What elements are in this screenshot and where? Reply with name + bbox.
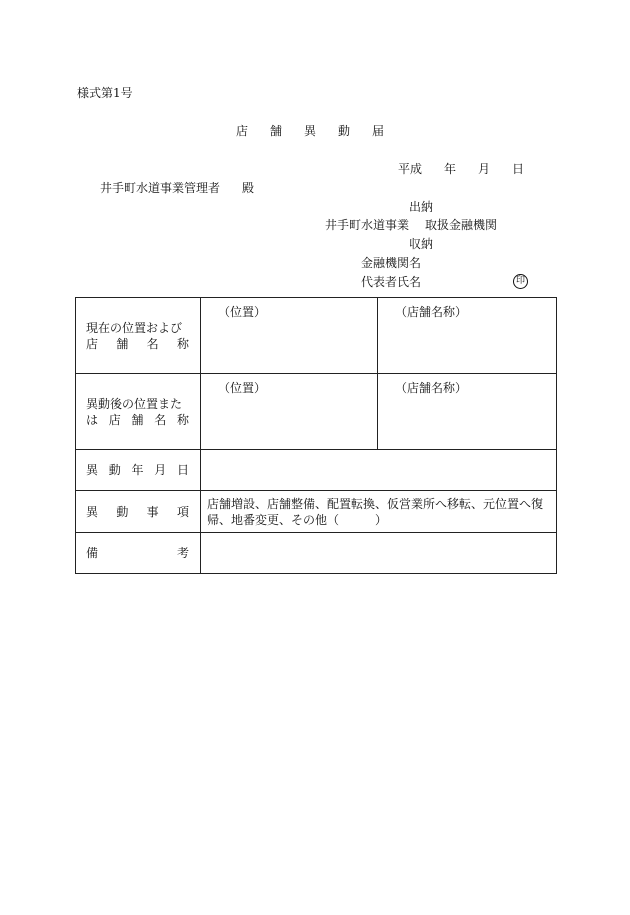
current-location-label <box>76 298 201 374</box>
after-label-line1: 異動後の位置また <box>86 396 183 411</box>
table-row-date <box>76 450 557 491</box>
after-label-line2 <box>86 412 189 428</box>
sender-line-org <box>325 218 497 232</box>
sender-org-role: 取扱金融機関 <box>425 218 498 232</box>
addressee-honorific: 殿 <box>242 181 255 195</box>
change-items-label <box>86 504 189 520</box>
sender-line-disbursement: 出納 <box>409 200 434 214</box>
date-month-label: 月 <box>478 162 491 176</box>
after-store-name-field[interactable] <box>378 374 557 450</box>
bank-name-label: 金融機関名 <box>361 256 422 270</box>
change-date-label <box>86 462 189 478</box>
change-date-label-cell <box>76 450 201 491</box>
label-char: 動 <box>116 504 129 519</box>
label-char: 称 <box>176 412 189 427</box>
remarks-label-cell <box>76 533 201 574</box>
change-items-options: 店舗増設、店舗整備、配置転換、仮営業所へ移転、元位置へ復帰、地番変更、その他（ ） <box>201 491 557 533</box>
form-number: 様式第1号 <box>77 86 133 100</box>
remarks-label <box>86 545 189 561</box>
table-row-remarks <box>76 533 557 574</box>
label-char: 店 <box>86 336 99 351</box>
addressee <box>100 181 254 195</box>
label-char: 項 <box>176 504 189 519</box>
label-char: 名 <box>154 412 167 427</box>
document-title: 店舗異動届 <box>236 124 407 138</box>
change-form-table <box>75 297 557 574</box>
label-char: 名 <box>146 336 159 351</box>
label-char: 異 <box>86 463 99 477</box>
label-char: 舗 <box>116 336 129 351</box>
label-char: 店 <box>108 412 121 427</box>
label-char: 備 <box>86 546 99 560</box>
table-row-items <box>76 491 557 533</box>
current-position-note: （位置） <box>218 305 267 319</box>
table-row-after <box>76 374 557 450</box>
label-char: は <box>86 412 99 427</box>
after-position-field[interactable] <box>201 374 378 450</box>
current-store-name-field[interactable] <box>378 298 557 374</box>
after-location-label <box>76 374 201 450</box>
label-char: 称 <box>176 336 189 351</box>
current-label-line2 <box>86 336 189 352</box>
label-char: 年 <box>131 463 144 477</box>
label-char: 事 <box>146 504 159 519</box>
after-position-note: （位置） <box>218 381 267 395</box>
label-char: 動 <box>108 463 121 477</box>
change-items-label-cell <box>76 491 201 533</box>
label-char: 舗 <box>131 412 144 427</box>
after-store-name-note: （店舗名称） <box>395 381 468 395</box>
label-char: 異 <box>86 504 99 519</box>
addressee-name: 井手町水道事業管理者 <box>100 181 221 195</box>
date-day-label: 日 <box>512 162 525 176</box>
date-year-label: 年 <box>444 162 457 176</box>
sender-org-name: 井手町水道事業 <box>325 218 410 232</box>
representative-label: 代表者氏名 <box>361 275 422 289</box>
table-row-current <box>76 298 557 374</box>
label-char: 考 <box>176 546 189 560</box>
current-store-name-note: （店舗名称） <box>395 305 468 319</box>
sender-line-receipt: 収納 <box>409 237 434 251</box>
date-line <box>398 162 524 176</box>
label-char: 日 <box>176 463 189 477</box>
label-char: 月 <box>154 463 167 477</box>
seal-mark: 印 <box>513 274 528 289</box>
current-label-line1: 現在の位置および <box>86 320 183 335</box>
current-position-field[interactable] <box>201 298 378 374</box>
change-date-field[interactable] <box>201 450 557 491</box>
remarks-field[interactable] <box>201 533 557 574</box>
date-era: 平成 <box>398 162 423 176</box>
